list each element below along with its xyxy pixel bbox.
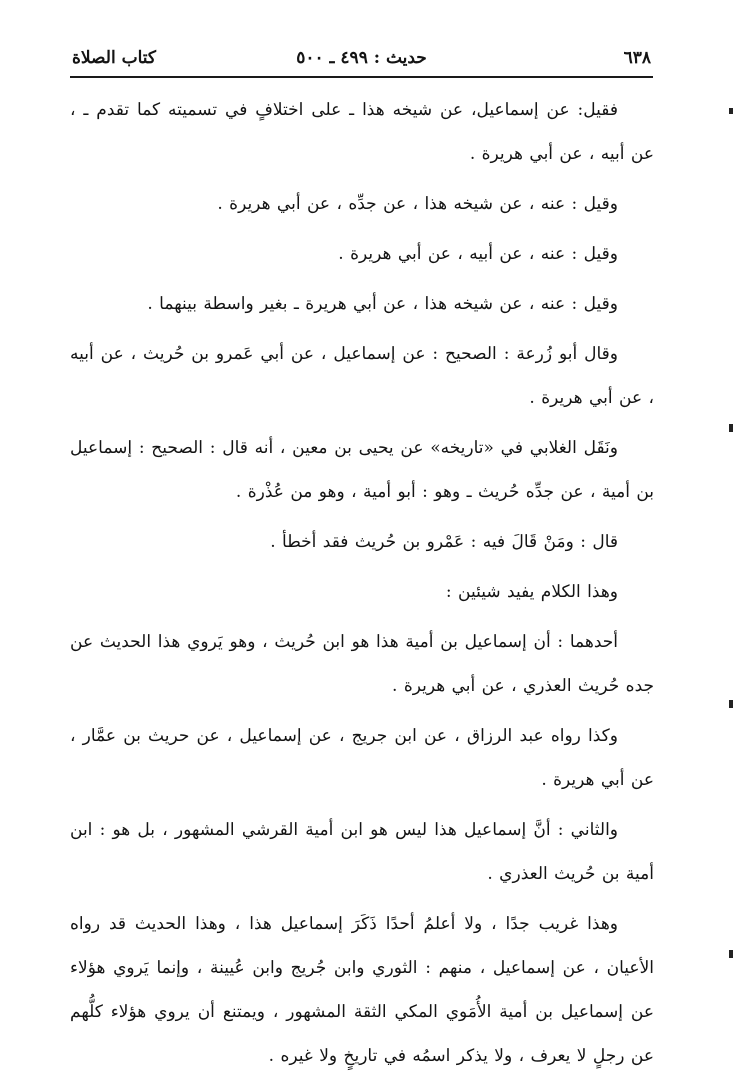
paragraph: أحدهما : أن إسماعيل بن أمية هذا هو ابن حُريث ، وهو يَروي هذا الحديث عن جده حُريث العذري ، عن أبي هريرة . xyxy=(70,632,654,696)
book-title: كتاب الصلاة xyxy=(72,48,157,68)
scan-edge-mark xyxy=(729,950,733,958)
paragraph: وهذا الكلام يفيد شيئين : xyxy=(445,582,618,602)
paragraph: ونَقَل الغلابي في «تاريخه» عن يحيى بن معين ، أنه قال : الصحيح : إسماعيل بن أمية ، عن جدِّه حُريث ـ وهو : أبو أمية ، وهو من عُذْرة . xyxy=(70,438,654,502)
paragraph: وقيل : عنه ، عن شيخه هذا ، عن جدِّه ، عن أبي هريرة . xyxy=(217,194,618,214)
page-body xyxy=(70,88,654,1080)
page-header xyxy=(70,40,653,78)
scan-edge-mark xyxy=(729,424,733,432)
paragraph: وهذا غريب جدًا ، ولا أعلمُ أحدًا ذَكَرَ إسماعيل هذا ، وهذا الحديث قد رواه الأعيان ، عن إسماعيل ، منهم : الثوري وابن جُريج وابن عُيينة ، وإنما يَروي هؤلاء عن إسماعيل بن أمية الأُمَوي المكي الثقة المشهور ، ويمتنع أن يروي هؤلاء كلُّهم عن رجلٍ لا يعرف ، ولا يذكر اسمُه في تاريخٍ ولا غيره . xyxy=(70,914,654,1066)
hadith-range: حديث : ٤٩٩ ـ ٥٠٠ xyxy=(296,48,427,68)
page-number: ٦٣٨ xyxy=(623,48,651,68)
paragraph: وقيل : عنه ، عن أبيه ، عن أبي هريرة . xyxy=(338,244,618,264)
scan-edge-mark xyxy=(729,108,733,114)
paragraph: وقيل : عنه ، عن شيخه هذا ، عن أبي هريرة ـ بغير واسطة بينهما . xyxy=(147,294,618,314)
paragraph: فقيل: عن إسماعيل، عن شيخه هذا ـ على اختلافٍ في تسميته كما تقدم ـ ، عن أبيه ، عن أبي هريرة . xyxy=(70,100,654,164)
scan-edge-mark xyxy=(729,700,733,708)
paragraph: وكذا رواه عبد الرزاق ، عن ابن جريج ، عن إسماعيل ، عن حريث بن عمَّار ، عن أبي هريرة . xyxy=(70,726,654,790)
paragraph: قال : ومَنْ قَالَ فيه : عَمْرو بن حُريث فقد أخطأ . xyxy=(270,532,618,552)
paragraph: وقال أبو زُرعة : الصحيح : عن إسماعيل ، عن أبي عَمرو بن حُريث ، عن أبيه ، عن أبي هريرة . xyxy=(70,344,654,408)
paragraph: والثاني : أنَّ إسماعيل هذا ليس هو ابن أمية القرشي المشهور ، بل هو : ابن أمية بن حُريث العذري . xyxy=(70,820,654,884)
